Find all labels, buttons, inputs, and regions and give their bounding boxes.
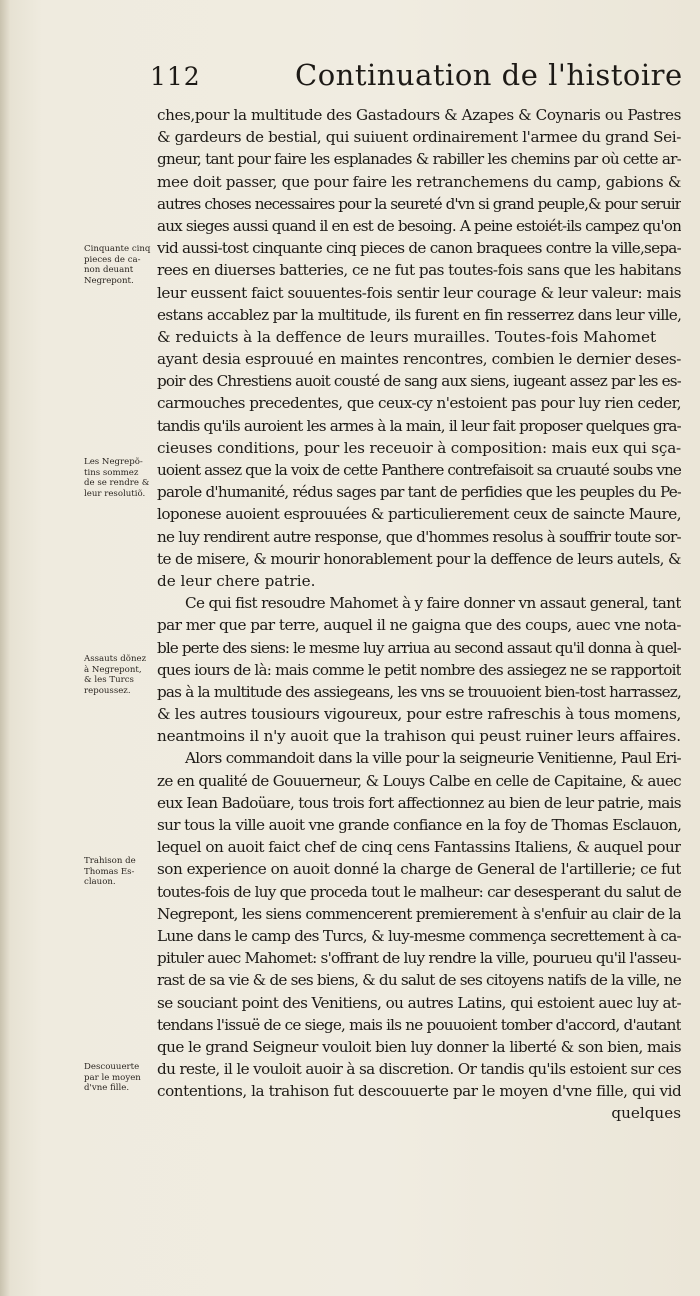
- text-line: toutes-fois de luy que proceda tout le malheur: car desesperant du salut de: [157, 882, 681, 901]
- margin-note-line: par le moyen: [84, 1072, 141, 1083]
- text-line: de leur chere patrie.: [157, 571, 316, 590]
- text-line: & gardeurs de bestial, qui suiuent ordinairement l'armee du grand Sei-: [157, 128, 681, 147]
- text-line: ques iours de là: mais comme le petit nombre des assiegez ne se rapportoit: [157, 660, 681, 679]
- margin-note-line: Trahison de: [84, 856, 136, 866]
- page-number: 112: [150, 62, 201, 91]
- text-line: tendans l'issuë de ce siege, mais ils ne pouuoient tomber d'accord, d'autant: [157, 1015, 681, 1034]
- margin-note-line: pieces de ca-: [84, 254, 141, 265]
- text-line: Lune dans le camp des Turcs, & luy-mesme commença secrettement à ca-: [157, 926, 681, 945]
- margin-note-line: Thomas Es-: [84, 866, 135, 877]
- text-line: rast de sa vie & de ses biens, & du salut de ses citoyens natifs de la ville, ne: [157, 971, 681, 990]
- text-line: eux Iean Badoüare, tous trois fort affectionnez au bien de leur patrie, mais: [157, 793, 681, 812]
- margin-note-negrepontins-sommez: [84, 457, 154, 499]
- margin-note-line: repoussez.: [84, 685, 131, 696]
- text-line: son experience on auoit donné la charge de General de l'artillerie; ce fut: [157, 860, 681, 879]
- text-line: pituler auec Mahomet: s'offrant de luy rendre la ville, pourueu qu'il l'asseu-: [157, 949, 681, 968]
- text-line: se souciant point des Venitiens, ou autres Latins, qui estoient auec luy at-: [157, 993, 681, 1012]
- paragraph-first-line: Alors commandoit dans la ville pour la seigneurie Venitienne, Paul Eri-: [185, 749, 681, 768]
- page-header: [150, 58, 690, 98]
- margin-note-descouuerte: [84, 1062, 154, 1094]
- margin-note-line: leur resolutiõ.: [84, 488, 146, 499]
- margin-note-trahison-thomas: [84, 856, 154, 888]
- running-title: Continuation de l'histoire: [295, 58, 683, 92]
- catchword: quelques: [611, 1104, 681, 1123]
- text-line: rees en diuerses batteries, ce ne fut pas toutes-fois sans que les habitans: [157, 261, 681, 280]
- margin-note-line: Negrepont.: [84, 275, 134, 286]
- text-line: gneur, tant pour faire les esplanades & rabiller les chemins par où cette ar-: [157, 150, 681, 169]
- text-line: ches,pour la multitude des Gastadours & Azapes & Coynaris ou Pastres: [157, 106, 681, 124]
- text-line: leur eussent faict souuentes-fois sentir leur courage & leur valeur: mais: [157, 283, 681, 302]
- text-line: carmouches precedentes, que ceux-cy n'estoient pas pour luy rien ceder,: [157, 394, 681, 413]
- text-line: cieuses conditions, pour les receuoir à composition: mais eux qui sça-: [157, 438, 681, 457]
- text-line: aux sieges aussi quand il en est de besoing. A peine estoiét-ils campez qu'on: [157, 216, 681, 235]
- margin-note-line: tins sommez: [84, 467, 139, 478]
- text-line: & les autres tousiours vigoureux, pour estre rafreschis à tous momens,: [157, 705, 681, 724]
- margin-note-line: de se rendre &: [84, 478, 150, 488]
- text-line: estans accablez par la multitude, ils furent en fin resserrez dans leur ville,: [157, 305, 681, 324]
- text-line: parole d'humanité, rédus sages par tant de perfidies que les peuples du Pe-: [157, 483, 681, 502]
- text-line: neantmoins il n'y auoit que la trahison qui peust ruiner leurs affaires.: [157, 727, 681, 746]
- text-line: ayant desia esprouué en maintes rencontres, combien le dernier deses-: [157, 350, 681, 369]
- text-line: pas à la multitude des assiegeans, les vns se trouuoient bien-tost harrassez,: [157, 682, 681, 701]
- margin-note-line: d'vne fille.: [84, 1083, 130, 1093]
- text-line: & reduicts à la deffence de leurs murailles. Toutes-fois Mahomet: [157, 327, 657, 346]
- text-line: autres choses necessaires pour la seureté d'vn si grand peuple,& pour seruir: [157, 194, 681, 213]
- text-line: Negrepont, les siens commencerent premierement à s'enfuir au clair de la: [157, 904, 681, 923]
- text-line: vid aussi-tost cinquante cinq pieces de canon braquees contre la ville,sepa-: [157, 239, 681, 258]
- text-line: poir des Chrestiens auoit cousté de sang aux siens, iugeant assez par les es-: [157, 372, 681, 391]
- text-line: par mer que par terre, auquel il ne gaigna que des coups, auec vne nota-: [157, 616, 681, 635]
- text-line: contentions, la trahison fut descouuerte par le moyen d'vne fille, qui vid: [157, 1082, 681, 1101]
- text-line: uoient assez que la voix de cette Panthere contrefaisoit sa cruauté soubs vne: [157, 461, 681, 479]
- margin-note-line: clauon.: [84, 877, 116, 887]
- margin-note-line: Assauts dõnez: [84, 654, 147, 664]
- text-line: ze en qualité de Gouuerneur, & Louys Calbe en celle de Capitaine, & auec: [157, 771, 681, 790]
- text-line: ble perte des siens: le mesme luy arriua au second assaut qu'il donna à quel-: [157, 638, 681, 657]
- margin-note-line: Descouuerte: [84, 1062, 140, 1072]
- text-line: du reste, il le vouloit auoir à sa discretion. Or tandis qu'ils estoient sur ces: [157, 1060, 681, 1079]
- text-line: sur tous la ville auoit vne grande confiance en la foy de Thomas Esclauon,: [157, 816, 681, 834]
- margin-note-line: Cinquante cinq: [84, 244, 151, 254]
- margin-note-line: Les Negrepõ-: [84, 457, 143, 467]
- margin-note-cinquante-cinq-pieces: [84, 244, 154, 286]
- text-line: mee doit passer, que pour faire les retranchemens du camp, gabions &: [157, 172, 681, 191]
- body-text: [157, 104, 681, 1125]
- text-line: que le grand Seigneur vouloit bien luy donner la liberté & son bien, mais: [157, 1037, 681, 1056]
- text-line: loponese auoient esprouuées & particulierement ceux de saincte Maure,: [157, 505, 681, 524]
- text-line: ne luy rendirent autre response, que d'hommes resolus à souffrir toute sor-: [157, 527, 681, 546]
- margin-note-line: à Negrepont,: [84, 664, 142, 675]
- margin-note-line: non deuant: [84, 265, 134, 275]
- paragraph-first-line: Ce qui fist resoudre Mahomet à y faire donner vn assaut general, tant: [185, 594, 681, 613]
- text-line: te de misere, & mourir honorablement pour la deffence de leurs autels, &: [157, 549, 681, 568]
- page-gutter-edge: [0, 0, 10, 1296]
- margin-note-line: & les Turcs: [84, 675, 134, 685]
- text-line: lequel on auoit faict chef de cinq cens Fantassins Italiens, & auquel pour: [157, 838, 681, 857]
- margin-note-assauts-donnez: [84, 654, 154, 696]
- text-line: tandis qu'ils auroient les armes à la main, il leur fait proposer quelques gra-: [157, 416, 681, 435]
